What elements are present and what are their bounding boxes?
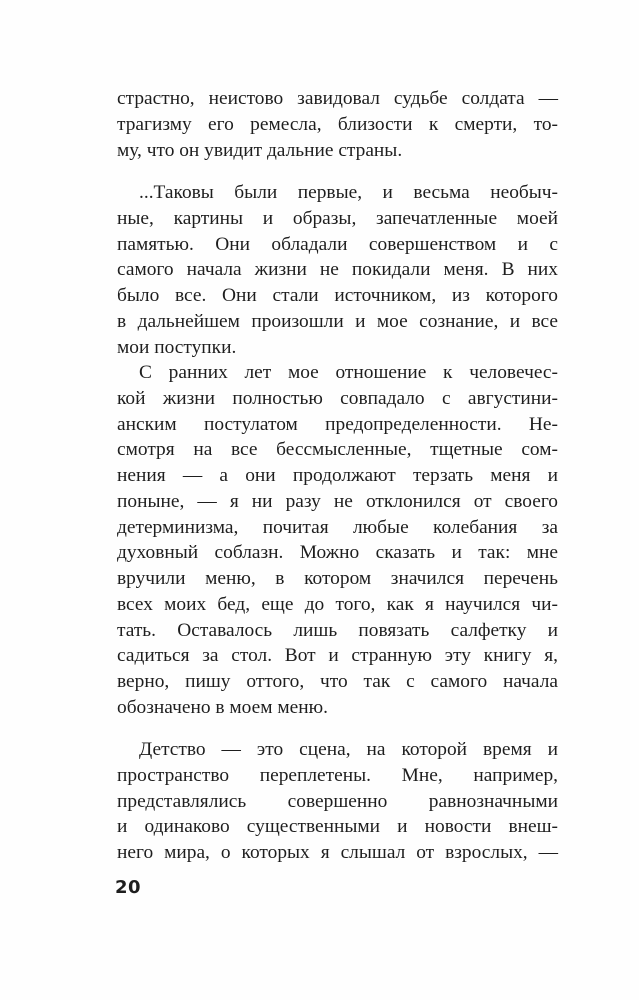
text-line: ные, картины и образы, запечатленные моей bbox=[117, 207, 558, 229]
text-line: смотря на все бессмысленные, тщетные сом- bbox=[117, 439, 558, 461]
text-line: вручили меню, в котором значился перечень bbox=[117, 568, 558, 589]
text-line: верно, пишу оттого, что так с самого начала bbox=[117, 671, 558, 692]
text-line: ...Таковы были первые, и весьма необыч- bbox=[139, 182, 558, 203]
text-line: поныне, — я ни разу не отклонился от своего bbox=[117, 490, 558, 512]
text-line: памятью. Они обладали совершенством и с bbox=[117, 233, 558, 255]
text-line: анским постулатом предопределенности. Не- bbox=[117, 413, 558, 435]
paragraph-2 bbox=[117, 180, 558, 360]
text-line: детерминизма, почитая любые колебания за bbox=[117, 516, 558, 538]
text-line: трагизму его ремесла, близости к смерти, то- bbox=[117, 113, 558, 135]
text-line: С ранних лет мое отношение к человечес- bbox=[139, 362, 558, 383]
text-line: в дальнейшем произошли и мое сознание, и все bbox=[117, 310, 558, 332]
text-line: и одинаково существенными и новости внеш- bbox=[117, 816, 558, 838]
text-line: него мира, о которых я слышал от взрослых, — bbox=[117, 842, 558, 863]
paragraph-4 bbox=[117, 737, 558, 866]
text-line: страстно, неистово завидовал судьбе солдата — bbox=[117, 88, 558, 109]
text-line: всех моих бед, еще до того, как я научился чи- bbox=[117, 593, 558, 615]
text-line: садиться за стол. Вот и странную эту книгу я, bbox=[117, 645, 558, 667]
text-line: нения — а они продолжают терзать меня и bbox=[117, 465, 558, 486]
text-line: кой жизни полностью совпадало с августини- bbox=[117, 387, 558, 409]
paragraph-1 bbox=[117, 86, 558, 163]
text-line: обозначено в моем меню. bbox=[117, 696, 328, 718]
text-line: му, что он увидит дальние страны. bbox=[117, 139, 403, 161]
text-line: представлялись совершенно равнозначными bbox=[117, 790, 558, 812]
text-line: самого начала жизни не покидали меня. В них bbox=[117, 259, 558, 281]
text-line: духовный соблазн. Можно сказать и так: мне bbox=[117, 542, 558, 564]
paragraph-3 bbox=[117, 360, 558, 721]
text-line: мои поступки. bbox=[117, 336, 237, 358]
text-line: Детство — это сцена, на которой время и bbox=[139, 739, 558, 760]
page-number: 20 bbox=[115, 877, 142, 898]
text-line: было все. Они стали источником, из которого bbox=[117, 285, 558, 306]
text-line: пространство переплетены. Мне, например, bbox=[117, 764, 558, 786]
text-line: тать. Оставалось лишь повязать салфетку и bbox=[117, 619, 558, 641]
